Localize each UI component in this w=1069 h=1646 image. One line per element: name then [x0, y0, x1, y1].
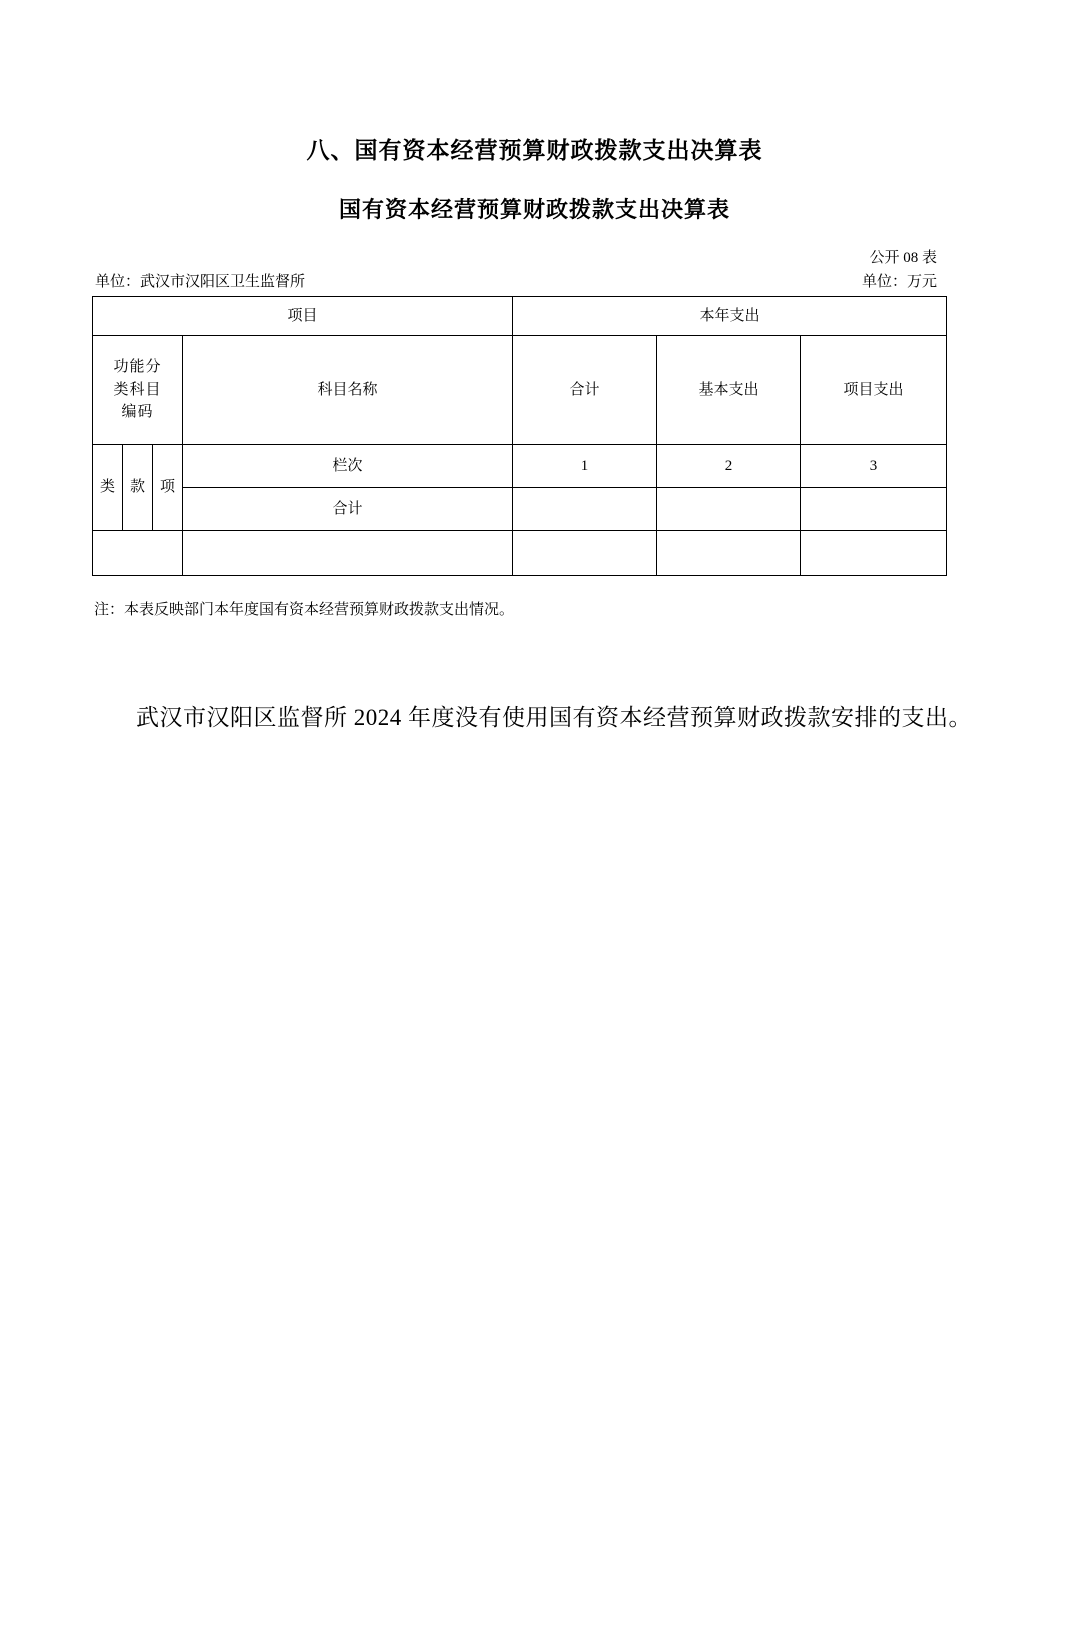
blank-row-total — [513, 531, 657, 576]
unit-label: 单位：武汉市汉阳区卫生监督所 — [95, 274, 306, 290]
column-header-total: 合计 — [513, 336, 657, 445]
document-page — [0, 132, 1069, 1646]
column-header-subject-name: 科目名称 — [183, 336, 513, 445]
function-code-line-3: 编码 — [121, 404, 154, 421]
table-row-number-row — [93, 445, 947, 488]
total-row-total — [513, 488, 657, 531]
table-meta-row — [90, 246, 979, 292]
row-number-2: 2 — [657, 445, 801, 488]
body-paragraph: 武汉市汉阳区监督所 2024 年度没有使用国有资本经营预算财政拨款安排的支出。 — [136, 705, 972, 730]
blank-row-basic — [657, 531, 801, 576]
column-header-function-code — [93, 336, 183, 445]
table-note: 注：本表反映部门本年度国有资本经营预算财政拨款支出情况。 — [94, 602, 515, 618]
table-group-header-row — [93, 297, 947, 336]
code-subheader-item: 项 — [153, 445, 183, 531]
table-total-row — [93, 488, 947, 531]
blank-row-subject-name — [183, 531, 513, 576]
row-number-label: 栏次 — [183, 445, 513, 488]
group-header-current-year: 本年支出 — [513, 297, 947, 336]
section-title: 八、国有资本经营预算财政拨款支出决算表 — [306, 137, 763, 163]
total-row-label: 合计 — [183, 488, 513, 531]
group-header-project: 项目 — [93, 297, 513, 336]
document-title: 国有资本经营预算财政拨款支出决算表 — [338, 197, 730, 222]
row-number-1: 1 — [513, 445, 657, 488]
total-row-project — [801, 488, 947, 531]
table-column-header-row — [93, 336, 947, 445]
code-subheader-class: 类 — [93, 445, 123, 531]
column-header-basic-expenditure: 基本支出 — [657, 336, 801, 445]
amount-unit-label: 单位：万元 — [861, 274, 937, 290]
blank-row-code — [93, 531, 183, 576]
row-number-3: 3 — [801, 445, 947, 488]
column-header-project-expenditure: 项目支出 — [801, 336, 947, 445]
function-code-line-2: 类科目 — [113, 381, 162, 398]
function-code-line-1: 功能分 — [113, 359, 162, 376]
table-blank-row — [93, 531, 947, 576]
blank-row-project — [801, 531, 947, 576]
budget-table — [92, 296, 947, 576]
total-row-basic — [657, 488, 801, 531]
form-number: 公开 08 表 — [869, 250, 937, 266]
code-subheader-section: 款 — [123, 445, 153, 531]
